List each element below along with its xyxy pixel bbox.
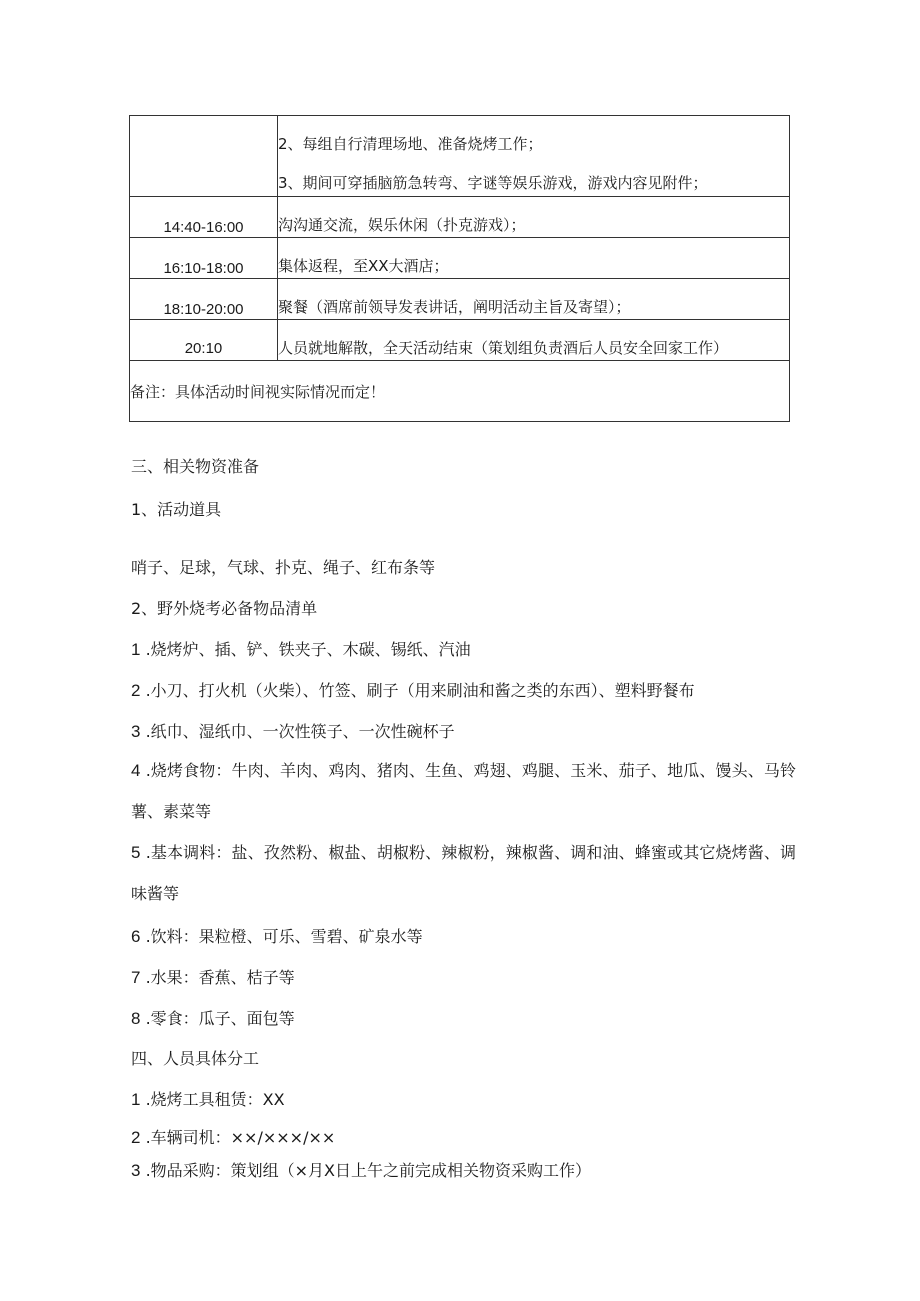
- list-item: 2 .小刀、打火机（火柴）、竹签、刷子（用来刷油和酱之类的东西）、塑料野餐布: [131, 681, 695, 700]
- activity-text: 人员就地解散，全天活动结束（策划组负责酒后人员安全回家工作）: [278, 339, 729, 357]
- table-row: [130, 116, 790, 197]
- note-cell: 备注：具体活动时间视实际情况而定！: [130, 361, 790, 422]
- activity-cell: [278, 238, 790, 279]
- activity-cell: [278, 279, 790, 320]
- table-row: [130, 320, 790, 361]
- list-item: 2 .车辆司机：××/×××/××: [131, 1128, 336, 1147]
- list-item: 5 .基本调料：盐、孜然粉、椒盐、胡椒粉、辣椒粉，辣椒酱、调和油、蜂蜜或其它烧烤酱、调味酱等: [131, 843, 796, 903]
- time-cell: 16:10-18:00: [130, 238, 278, 279]
- subsection-text: 1、活动道具: [131, 500, 222, 519]
- props-list: 哨子、足球，气球、扑克、绳子、红布条等: [131, 558, 436, 577]
- time-cell: 20:10: [130, 320, 278, 361]
- activity-cell: [278, 320, 790, 361]
- activity-text: 集体返程，至XX大酒店；: [278, 257, 449, 275]
- section-heading: 四、人员具体分工: [131, 1049, 260, 1068]
- subsection-heading: [131, 596, 801, 619]
- table-row: [130, 238, 790, 279]
- activity-text: 沟沟通交流，娱乐休闲（扑克游戏）；: [278, 216, 526, 234]
- time-cell-empty: [130, 116, 278, 197]
- list-item: 8 .零食：瓜子、面包等: [131, 1009, 295, 1028]
- list-item: 6 .饮料：果粒橙、可乐、雪碧、矿泉水等: [131, 927, 423, 946]
- list-item: 4 .烧烤食物：牛肉、羊肉、鸡肉、猪肉、生鱼、鸡翅、鸡腿、玉米、茄子、地瓜、馒头、马铃薯、素菜等: [131, 761, 796, 821]
- time-cell: 14:40-16:00: [130, 197, 278, 238]
- list-item: 1 .烧烤工具租赁：XX: [131, 1090, 285, 1109]
- activity-cell: [278, 116, 790, 197]
- activity-line: 2、每组自行清理场地、准备烧烤工作；: [278, 135, 543, 153]
- list-item: 3 .纸巾、湿纸巾、一次性筷子、一次性碗杯子: [131, 722, 455, 741]
- section-heading: 三、相关物资准备: [131, 457, 260, 476]
- list-item: 3 .物品采购：策划组（×月X日上午之前完成相关物资采购工作）: [131, 1161, 592, 1180]
- schedule-table: [129, 115, 790, 422]
- list-item: 1 .烧烤炉、插、铲、铁夹子、木碳、锡纸、汽油: [131, 640, 471, 659]
- table-row: [130, 197, 790, 238]
- subsection-heading: [131, 497, 801, 520]
- time-cell: 18:10-20:00: [130, 279, 278, 320]
- list-item: 7 .水果：香蕉、桔子等: [131, 968, 295, 987]
- activity-line: 3、期间可穿插脑筋急转弯、字谜等娱乐游戏，游戏内容见附件；: [278, 174, 708, 192]
- table-row: [130, 279, 790, 320]
- activity-text: 聚餐（酒席前领导发表讲话，阐明活动主旨及寄望）；: [278, 298, 631, 316]
- activity-cell: [278, 197, 790, 238]
- subsection-text: 2、野外烧考必备物品清单: [131, 599, 318, 618]
- table-row-note: [130, 361, 790, 422]
